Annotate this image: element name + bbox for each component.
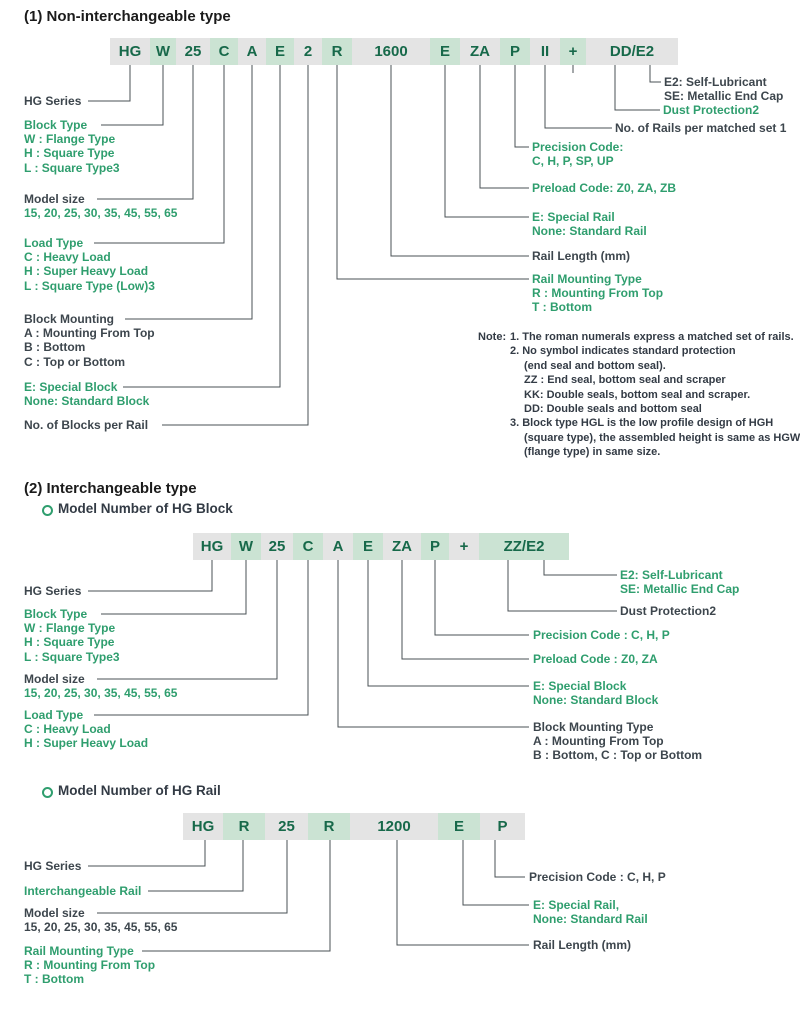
s3-label-special-rail — [533, 898, 648, 926]
s2-block-type-heading: Block Type — [24, 607, 88, 621]
s1-block-type-item: H : Square Type — [24, 146, 115, 161]
s1-line-blocks-per-rail — [162, 65, 308, 425]
s2-end-cap-item: E2: Self-Lubricant — [620, 568, 723, 582]
s2-block-type-item: L : Square Type3 — [24, 649, 120, 664]
s2-load-type-heading: Load Type — [24, 708, 84, 722]
s1-precision-heading: Precision Code: — [532, 140, 624, 154]
s1-load-type-item: H : Super Heavy Load — [24, 264, 149, 279]
s1-label-preload: Preload Code: Z0, ZA, ZB — [532, 181, 677, 195]
s1-note-row — [478, 330, 800, 344]
s3-model-number-strip — [183, 813, 525, 840]
s1-note-line: 3. Block type HGL is the low profile design of HGH — [510, 417, 774, 430]
circle-bullet-icon — [42, 505, 53, 516]
s2-load-type-item: H : Super Heavy Load — [24, 736, 149, 751]
s1-note-line: (flange type) in same size. — [524, 446, 661, 459]
s2-line-hg-series — [88, 560, 212, 591]
s2-line-precision — [435, 560, 529, 635]
s1-segment-preload: ZA — [460, 38, 500, 65]
s2-segment-plus: + — [449, 533, 479, 560]
s3-label-model-size — [24, 906, 177, 934]
s2-special-block-item: None: Standard Block — [533, 693, 659, 708]
s3-model-size-values: 15, 20, 25, 30, 35, 45, 55, 65 — [24, 920, 178, 935]
s1-label-special-rail — [532, 210, 647, 238]
s2-block-mounting-item: B : Bottom, C : Top or Bottom — [533, 748, 703, 763]
s1-special-block-item: None: Standard Block — [24, 394, 150, 409]
s3-line-precision — [495, 840, 525, 877]
s2-line-block-type — [101, 560, 246, 614]
s1-label-block-mounting — [24, 312, 155, 369]
s1-segment-special-rail: E — [430, 38, 460, 65]
s1-model-size-heading: Model size — [24, 192, 85, 206]
s3-segment-interchangeable-rail: R — [223, 813, 265, 840]
s3-line-hg-series — [88, 840, 205, 866]
s3-line-rail-length — [397, 840, 529, 945]
s1-block-type-heading: Block Type — [24, 118, 88, 132]
s1-line-rail-mounting — [337, 65, 529, 279]
s1-load-type-item: L : Square Type (Low)3 — [24, 278, 155, 293]
s2-segment-load-type: C — [293, 533, 323, 560]
s2-segment-series: HG — [193, 533, 231, 560]
s2-segment-block-type: W — [231, 533, 261, 560]
s1-label-dust-protection: Dust Protection2 — [663, 103, 760, 117]
s2-segment-precision: P — [421, 533, 449, 560]
s1-label-hg-series: HG Series — [24, 94, 82, 108]
s2-load-type-item: C : Heavy Load — [24, 722, 111, 737]
s1-label-model-size — [24, 192, 177, 220]
s1-line-precision — [515, 65, 529, 147]
s1-special-rail-item: None: Standard Rail — [532, 224, 647, 239]
s2-line-dust — [508, 560, 617, 611]
s1-line-end-cap — [650, 65, 661, 82]
s2-block-mounting-item: A : Mounting From Top — [533, 734, 664, 749]
s1-segment-plus: + — [560, 38, 586, 65]
s1-label-load-type — [24, 236, 155, 293]
s2-segment-special-block: E — [353, 533, 383, 560]
s1-note-line: KK: Double seals, bottom seal and scraper. — [524, 388, 751, 401]
s1-end-cap-item: SE: Metallic End Cap — [664, 89, 784, 104]
s1-line-rails-per-set — [545, 65, 612, 128]
s1-label-precision — [532, 140, 623, 168]
s3-label-hg-series: HG Series — [24, 859, 82, 873]
s1-note-line: (square type), the assembled height is same as HGW — [524, 431, 800, 444]
s1-segment-rail-mounting: R — [322, 38, 352, 65]
s2-model-size-heading: Model size — [24, 672, 85, 686]
s1-label-blocks-per-rail: No. of Blocks per Rail — [24, 418, 149, 432]
s1-precision-values: C, H, P, SP, UP — [532, 154, 614, 169]
s2-block-type-item: H : Square Type — [24, 635, 115, 650]
s3-special-rail-heading: E: Special Rail, — [533, 898, 620, 912]
s1-line-preload — [480, 65, 529, 188]
s2-label-block-mounting — [533, 720, 702, 763]
s1-line-rail-length — [391, 65, 529, 256]
s1-special-rail-heading: E: Special Rail — [532, 210, 615, 224]
s1-note-line: 2. No symbol indicates standard protection — [510, 345, 736, 358]
s1-block-type-item: L : Square Type3 — [24, 160, 120, 175]
s1-special-block-heading: E: Special Block — [24, 380, 118, 394]
s2-segment-block-mounting: A — [323, 533, 353, 560]
s3-model-size-heading: Model size — [24, 906, 85, 920]
s3-rail-mounting-item: T : Bottom — [24, 972, 84, 987]
s2-line-model-size — [97, 560, 277, 679]
s2-label-end-cap — [620, 568, 739, 596]
s2-special-block-heading: E: Special Block — [533, 679, 627, 693]
s2-model-number-strip — [193, 533, 569, 560]
s3-segment-special-rail: E — [438, 813, 480, 840]
s1-block-mounting-item: C : Top or Bottom — [24, 354, 126, 369]
section3-subtitle: Model Number of HG Rail — [58, 783, 221, 798]
s1-label-rail-mounting — [532, 272, 663, 315]
s1-segment-blocks-per-rail: 2 — [294, 38, 322, 65]
s1-segment-rails-per-set: II — [530, 38, 560, 65]
s1-label-rails-per-set: No. of Rails per matched set 1 — [615, 121, 787, 135]
s2-segment-preload: ZA — [383, 533, 421, 560]
s2-end-cap-item: SE: Metallic End Cap — [620, 582, 740, 597]
s1-note-line: (end seal and bottom seal). — [524, 359, 666, 372]
s1-note-line: ZZ : End seal, bottom seal and scraper — [524, 374, 726, 387]
s3-rail-mounting-item: R : Mounting From Top — [24, 958, 156, 973]
s3-rail-mounting-heading: Rail Mounting Type — [24, 944, 134, 958]
s1-end-cap-item: E2: Self-Lubricant — [664, 75, 767, 89]
s1-segment-model-size: 25 — [176, 38, 210, 65]
s2-line-special-block — [368, 560, 529, 686]
s1-segment-dust-protection: DD/E2 — [586, 38, 678, 65]
s3-segment-rail-length: 1200 — [350, 813, 438, 840]
s2-label-model-size — [24, 672, 177, 700]
s1-block-mounting-item: A : Mounting From Top — [24, 326, 155, 341]
s1-label-block-type — [24, 118, 120, 175]
s1-segment-block-type: W — [150, 38, 176, 65]
s2-segment-dust-protection: ZZ/E2 — [479, 533, 569, 560]
section2-subtitle: Model Number of HG Block — [58, 501, 233, 516]
circle-bullet-icon — [42, 787, 53, 798]
s1-label-rail-length: Rail Length (mm) — [532, 249, 630, 263]
s1-segment-load-type: C — [210, 38, 238, 65]
s2-block-type-item: W : Flange Type — [24, 621, 116, 636]
s3-label-precision: Precision Code : C, H, P — [529, 870, 666, 884]
s1-segment-precision: P — [500, 38, 530, 65]
section2-title: (2) Interchangeable type — [24, 480, 197, 497]
s1-label-special-block — [24, 380, 149, 408]
s1-segment-series: HG — [110, 38, 150, 65]
s2-line-block-mounting — [338, 560, 529, 727]
s1-rail-mounting-heading: Rail Mounting Type — [532, 272, 642, 286]
s1-segment-block-mounting: A — [238, 38, 266, 65]
s1-note-label: Note: — [478, 331, 507, 343]
s3-label-rail-mounting — [24, 944, 155, 987]
s1-line-dust — [615, 65, 660, 110]
s2-label-precision: Precision Code : C, H, P — [533, 628, 670, 642]
s2-line-preload — [402, 560, 529, 659]
s1-segment-rail-length: 1600 — [352, 38, 430, 65]
s2-model-size-values: 15, 20, 25, 30, 35, 45, 55, 65 — [24, 686, 178, 701]
s1-note — [478, 330, 800, 460]
s3-special-rail-item: None: Standard Rail — [533, 912, 648, 927]
s1-model-size-values: 15, 20, 25, 30, 35, 45, 55, 65 — [24, 206, 178, 221]
s1-rail-mounting-item: T : Bottom — [532, 300, 592, 315]
s3-line-interchangeable-rail — [148, 840, 243, 891]
s3-line-special-rail — [463, 840, 529, 905]
s3-segment-precision: P — [480, 813, 525, 840]
s1-line-hg-series — [88, 65, 130, 101]
s1-model-number-strip — [110, 38, 678, 65]
s2-block-mounting-heading: Block Mounting Type — [533, 720, 654, 734]
s1-line-block-type — [101, 65, 163, 125]
s1-block-mounting-item: B : Bottom — [24, 340, 86, 355]
s2-segment-model-size: 25 — [261, 533, 293, 560]
s2-label-special-block — [533, 679, 658, 707]
s1-line-special-rail — [445, 65, 529, 217]
s1-block-type-item: W : Flange Type — [24, 132, 116, 147]
section1-title: (1) Non-interchangeable type — [24, 8, 231, 25]
s1-label-end-cap — [664, 75, 783, 103]
s3-segment-rail-mounting: R — [308, 813, 350, 840]
s1-load-type-item: C : Heavy Load — [24, 250, 111, 265]
s2-label-block-type — [24, 607, 120, 664]
s3-segment-model-size: 25 — [265, 813, 308, 840]
s2-label-load-type — [24, 708, 148, 751]
s2-label-preload: Preload Code : Z0, ZA — [533, 652, 658, 666]
s3-line-model-size — [97, 840, 287, 913]
s1-note-line: DD: Double seals and bottom seal — [524, 403, 702, 416]
s1-load-type-heading: Load Type — [24, 236, 84, 250]
s3-label-interchangeable-rail: Interchangeable Rail — [24, 884, 142, 898]
s1-block-mounting-heading: Block Mounting — [24, 312, 114, 326]
s3-label-rail-length: Rail Length (mm) — [533, 938, 631, 952]
s3-segment-series: HG — [183, 813, 223, 840]
s1-note-line: 1. The roman numerals express a matched set of rails. — [510, 331, 794, 343]
s1-rail-mounting-item: R : Mounting From Top — [532, 286, 664, 301]
s1-segment-special-block: E — [266, 38, 294, 65]
s2-line-end-cap — [544, 560, 617, 575]
s2-label-hg-series: HG Series — [24, 584, 82, 598]
s2-label-dust-protection: Dust Protection2 — [620, 604, 717, 618]
